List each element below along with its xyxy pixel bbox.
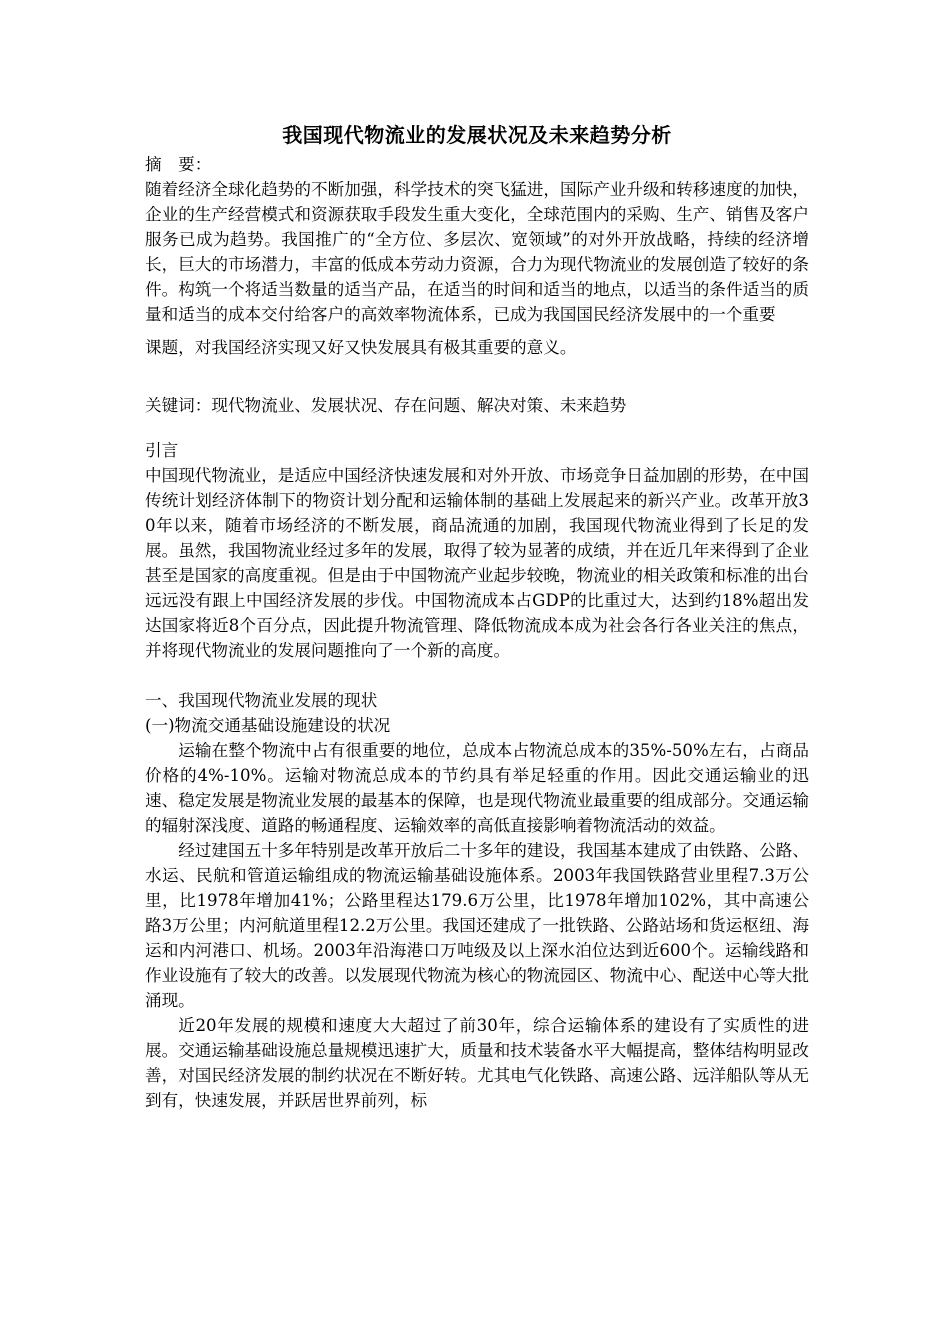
body-paragraph: 运输在整个物流中占有很重要的地位，总成本占物流总成本的35%-50%左右，占商品价格的4%-10%。运输对物流总成本的节约具有举足轻重的作用。因此交通运输业的迅速、稳定发展是物流业发展的最基本的保障，也是现代物流业最重要的组成部分。交通运输的辐射深浅度、道路的畅通程度、运输效率的高低直接影响着物流活动的效益。 xyxy=(145,741,809,835)
intro-body: 中国现代物流业，是适应中国经济快速发展和对外开放、市场竞争日益加剧的形势，在中国传统计划经济体制下的物资计划分配和运输体制的基础上发展起来的新兴产业。改革开放30年以来，随着市场经济的不断发展，商品流通的加剧，我国现代物流业得到了长足的发展。虽然，我国物流业经过多年的发展，取得了较为显著的成绩，并在近几年来得到了企业甚至是国家的高度重视。但是由于中国物流产业起步较晚，物流业的相关政策和标准的出台远远没有跟上中国经济发展的步伐。中国物流成本占GDP的比重过大，达到约18%超出发达国家将近8个百分点，因此提升物流管理、降低物流成本成为社会各行各业关注的焦点，并将现代物流业的发展问题推向了一个新的高度。 xyxy=(145,466,809,660)
spacer xyxy=(145,327,809,335)
spacer xyxy=(145,385,809,393)
subsection-heading: (一)物流交通基础设施建设的状况 xyxy=(145,716,391,735)
section-heading: 一、我国现代物流业发展的现状 xyxy=(145,691,378,710)
spacer xyxy=(145,663,809,688)
spacer xyxy=(145,360,809,385)
abstract-label: 摘 要： xyxy=(145,155,212,174)
spacer xyxy=(145,418,809,438)
keywords: 关键词：现代物流业、发展状况、存在问题、解决对策、未来趋势 xyxy=(145,396,627,415)
abstract-body: 随着经济全球化趋势的不断加强，科学技术的突飞猛进，国际产业升级和转移速度的加快，企业的生产经营模式和资源获取手段发生重大变化，全球范围内的采购、生产、销售及客户服务已成为趋势。我国推广的“全方位、多层次、宽领域”的对外开放战略，持续的经济增长，巨大的市场潜力，丰富的低成本劳动力资源，合力为现代物流业的发展创造了较好的条件。构筑一个将适当数量的适当产品，在适当的时间和适当的地点，以适当的条件适当的质量和适当的成本交付给客户的高效率物流体系，已成为我国国民经济发展中的一个重要 xyxy=(145,180,809,324)
body-paragraph: 近20年发展的规模和速度大大超过了前30年，综合运输体系的建设有了实质性的进展。交通运输基础设施总量规模迅速扩大，质量和技术装备水平大幅提高，整体结构明显改善，对国民经济发展的制约状况在不断好转。尤其电气化铁路、高速公路、远洋船队等从无到有，快速发展，并跃居世界前列，标 xyxy=(145,1016,809,1110)
intro-heading: 引言 xyxy=(145,441,179,460)
abstract-tail: 课题，对我国经济实现又好又快发展具有极其重要的意义。 xyxy=(145,338,577,357)
document-title: 我国现代物流业的发展状况及未来趋势分析 xyxy=(282,123,672,147)
body-paragraph: 经过建国五十多年特别是改革开放后二十多年的建设，我国基本建成了由铁路、公路、水运、民航和管道运输组成的物流运输基础设施体系。2003年我国铁路营业里程7.3万公里，比1978年增加41%；公路里程达179.6万公里，比1978年增加102%，其中高速公路3万公里；内河航道里程12.2万公里。我国还建成了一批铁路、公路站场和货运枢纽、海运和内河港口、机场。2003年沿海港口万吨级及以上深水泊位达到近600个。运输线路和作业设施有了较大的改善。以发展现代物流为核心的物流园区、物流中心、配送中心等大批涌现。 xyxy=(145,841,809,1010)
document-body xyxy=(145,118,809,1113)
